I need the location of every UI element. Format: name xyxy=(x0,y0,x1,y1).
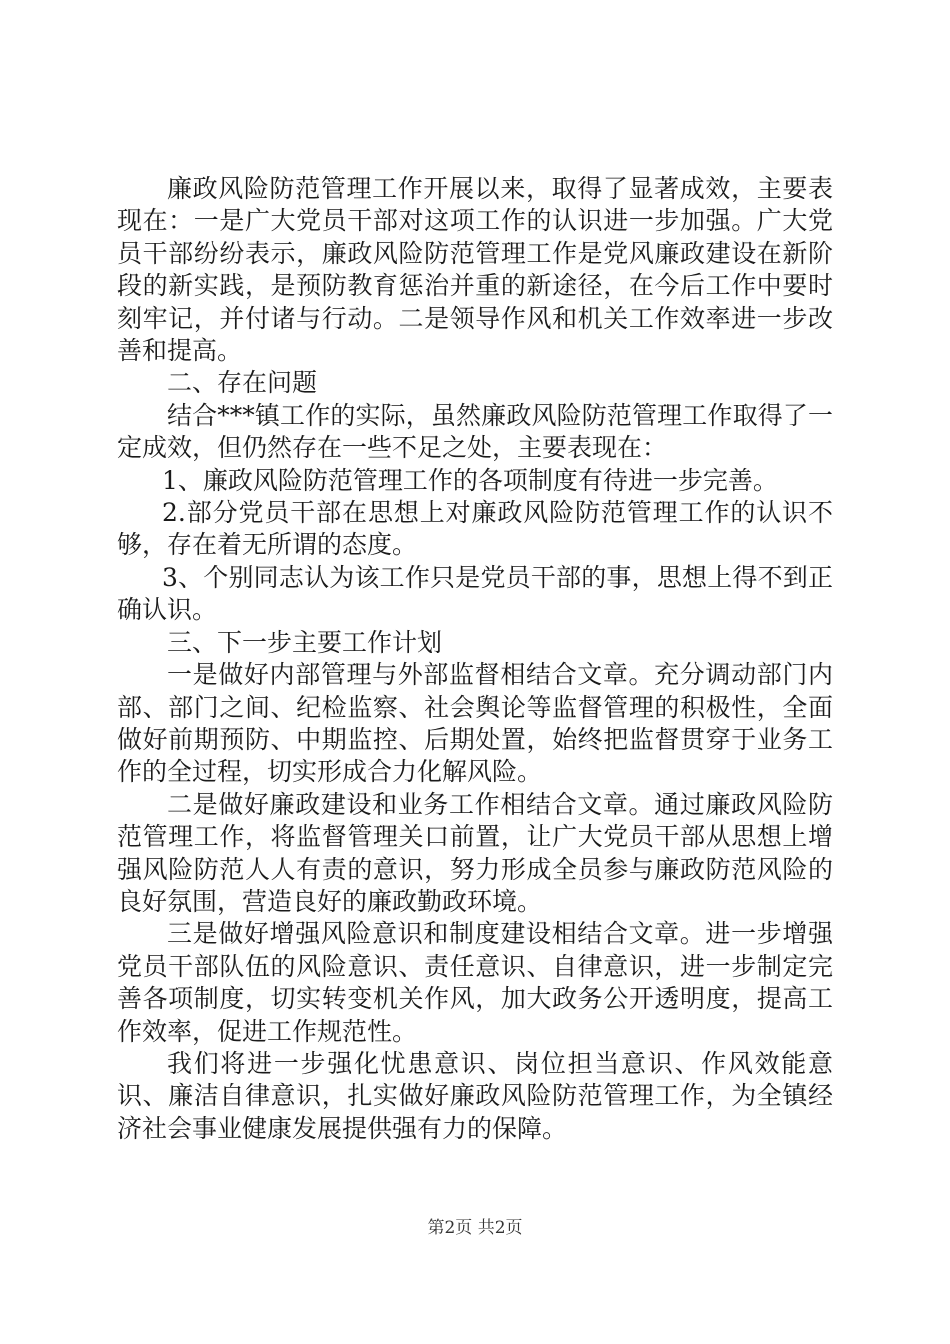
paragraph-achievements: 廉政风险防范管理工作开展以来，取得了显著成效，主要表现在：一是广大党员干部对这项工作的认识进一步加强。广大党员干部纷纷表示，廉政风险防范管理工作是党风廉政建设在新阶段的新实践，是预防教育惩治并重的新途径，在今后工作中要时刻牢记，并付诸与行动。二是领导作风和机关工作效率进一步改善和提高。 xyxy=(117,174,833,366)
paragraph-problem-2: 2.部分党员干部在思想上对廉政风险防范管理工作的认识不够，存在着无所谓的态度。 xyxy=(117,498,833,560)
document-body xyxy=(117,173,833,1145)
section-heading-problems: 二、存在问题 xyxy=(167,368,318,398)
section-heading-plan: 三、下一步主要工作计划 xyxy=(167,627,443,657)
paragraph-plan-3: 三是做好增强风险意识和制度建设相结合文章。进一步增强党员干部队伍的风险意识、责任意识、自律意识，进一步制定完善各项制度，切实转变机关作风，加大政务公开透明度，提高工作效率，促进工作规范性。 xyxy=(117,919,833,1046)
paragraph-plan-1: 一是做好内部管理与外部监督相结合文章。充分调动部门内部、部门之间、纪检监察、社会舆论等监督管理的积极性，全面做好前期预防、中期监控、后期处置，始终把监督贯穿于业务工作的全过程，切实形成合力化解风险。 xyxy=(117,660,833,787)
paragraph-problem-3: 3、个别同志认为该工作只是党员干部的事，思想上得不到正确认识。 xyxy=(117,562,833,625)
paragraph-plan-2: 二是做好廉政建设和业务工作相结合文章。通过廉政风险防范管理工作，将监督管理关口前置，让广大党员干部从思想上增强风险防范人人有责的意识，努力形成全员参与廉政防范风险的良好氛围，营造良好的廉政勤政环境。 xyxy=(117,789,833,916)
paragraph-problems-intro: 结合***镇工作的实际，虽然廉政风险防范管理工作取得了一定成效，但仍然存在一些不足之处，主要表现在： xyxy=(117,400,833,463)
paragraph-problem-1: 1、廉政风险防范管理工作的各项制度有待进一步完善。 xyxy=(162,465,778,495)
page-footer: 第2页 共2页 xyxy=(427,1218,523,1238)
paragraph-conclusion: 我们将进一步强化忧患意识、岗位担当意识、作风效能意识、廉洁自律意识，扎实做好廉政风险防范管理工作，为全镇经济社会事业健康发展提供强有力的保障。 xyxy=(117,1048,833,1143)
